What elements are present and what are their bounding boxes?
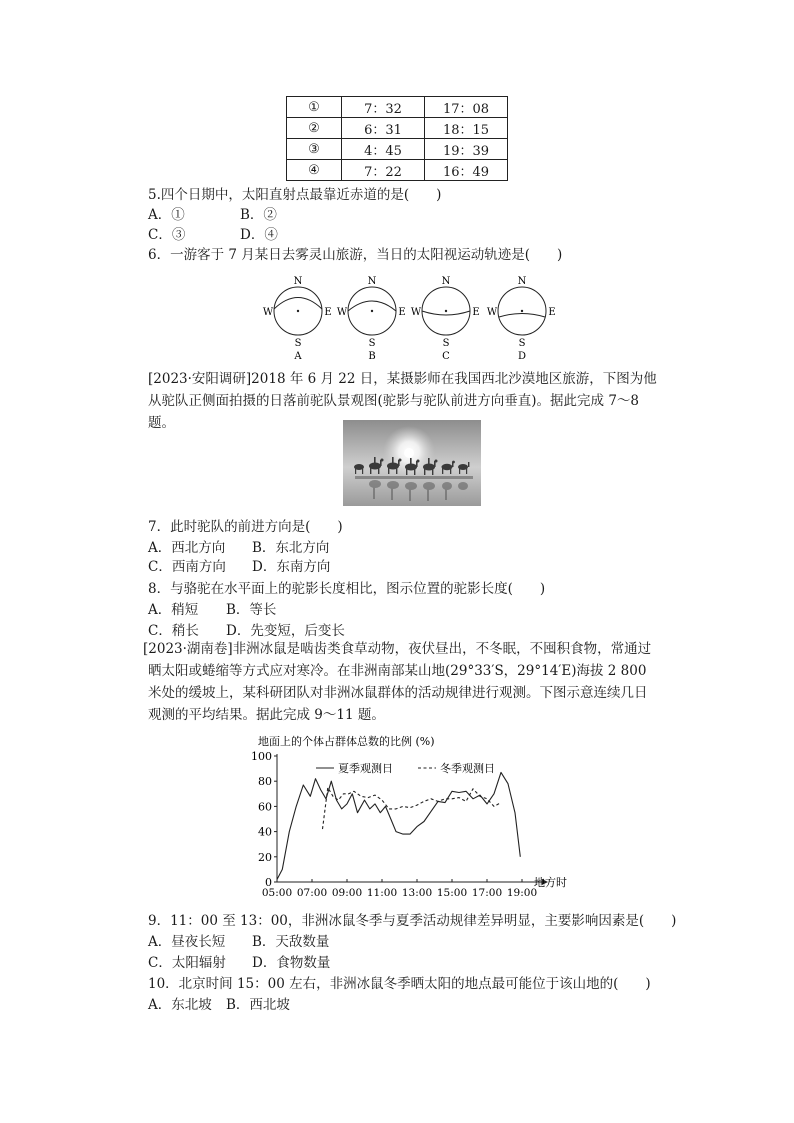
sun-path-option-a[interactable]	[263, 276, 332, 362]
q7-options-row1	[148, 539, 329, 557]
q8-option-b[interactable]: B．等长	[226, 602, 277, 618]
x-tick-label: 05:00	[261, 887, 293, 899]
east-label: E	[548, 307, 556, 318]
west-label: W	[262, 307, 274, 318]
x-axis-label: 地方时	[534, 876, 567, 889]
q9-stem: 9．11：00 至 13：00，非洲冰鼠冬季与夏季活动规律差异明显，主要影响因素是( )	[148, 913, 677, 929]
q7-option-d[interactable]: D．东南方向	[252, 559, 331, 575]
diagram-label-a: A	[294, 351, 302, 362]
q5-options-row1	[148, 206, 277, 224]
x-tick-label: 07:00	[296, 887, 328, 899]
q8-stem: 8．与骆驼在水平面上的驼影长度相比，图示位置的驼影长度( )	[148, 581, 546, 597]
x-tick-label: 13:00	[401, 887, 433, 899]
table-row	[287, 118, 508, 139]
q5-option-a[interactable]: A．①	[148, 207, 185, 223]
activity-line-chart	[250, 730, 580, 902]
q9-options-row1	[148, 933, 329, 951]
observer-dot	[371, 310, 373, 312]
sun-path-option-b[interactable]	[337, 276, 406, 362]
q7-option-c[interactable]: C．西南方向	[148, 559, 226, 575]
camel-caravan-photo	[343, 420, 481, 506]
series-line-winter	[323, 788, 502, 830]
y-tick-label: 40	[258, 825, 272, 839]
q9-option-c[interactable]: C．太阳辐射	[148, 955, 226, 971]
legend-label-winter: 冬季观测日	[440, 762, 495, 775]
table-cell: ④	[287, 160, 342, 181]
table-row	[287, 97, 508, 118]
table-cell: 4：45	[342, 139, 425, 160]
chart-legend	[316, 761, 495, 775]
table-cell: 17：08	[425, 97, 508, 118]
q5-options-row2	[148, 226, 278, 244]
q8-option-d[interactable]: D．先变短，后变长	[226, 623, 345, 639]
table-cell: ②	[287, 118, 342, 139]
north-label: N	[367, 276, 377, 287]
observer-dot	[445, 310, 447, 312]
sun-path-diagrams	[258, 272, 558, 364]
sun-path-arc	[499, 314, 545, 318]
table-cell: 16：49	[425, 160, 508, 181]
x-tick-label: 09:00	[331, 887, 363, 899]
diagram-label-b: B	[368, 351, 376, 362]
q10-options-row1	[148, 996, 290, 1014]
chart-axes	[277, 754, 548, 885]
q9-option-b[interactable]: B．天敌数量	[252, 934, 330, 950]
y-tick-label: 100	[251, 750, 272, 763]
table-row	[287, 160, 508, 181]
sun-path-arc	[348, 301, 396, 311]
sunrise-sunset-table	[286, 96, 508, 181]
y-tick-label: 20	[258, 850, 272, 864]
table-row	[287, 139, 508, 160]
q7-options-row2	[148, 558, 330, 576]
east-label: E	[324, 307, 332, 318]
q5-stem: 5.四个日期中，太阳直射点最靠近赤道的是( )	[148, 187, 442, 203]
q9-options-row2	[148, 954, 330, 972]
q7-stem: 7．此时驼队的前进方向是( )	[148, 519, 343, 535]
diagram-label-c: C	[442, 351, 450, 362]
q10-option-b[interactable]: B．西北坡	[226, 997, 290, 1013]
q5-option-d[interactable]: D．④	[240, 227, 278, 243]
south-label: S	[518, 338, 526, 349]
south-label: S	[442, 338, 450, 349]
q8-option-c[interactable]: C．稍长	[148, 623, 199, 639]
sun-path-option-d[interactable]	[487, 276, 556, 362]
table-cell: 6：31	[342, 118, 425, 139]
north-label: N	[293, 276, 303, 287]
x-tick-label: 11:00	[366, 887, 398, 899]
south-label: S	[368, 338, 376, 349]
x-tick-label: 15:00	[436, 887, 468, 899]
y-tick-label: 80	[258, 775, 272, 789]
x-tick-label: 17:00	[471, 887, 503, 899]
chart-title: 地面上的个体占群体总数的比例 (%)	[258, 735, 435, 748]
intro-7-8: [2023·安阳调研]2018 年 6 月 22 日，某摄影师在我国西北沙漠地区旅游，下图为他从驼队正侧面拍摄的日落前驼队景观图(驼影与驼队前进方向垂直)。据此完成 7～8 题。	[148, 371, 657, 431]
series-line-summer	[277, 772, 520, 879]
table-cell: ①	[287, 97, 342, 118]
y-tick-label: 0	[265, 876, 272, 889]
q10-option-a[interactable]: A．东北坡	[148, 997, 212, 1013]
sun-path-option-c[interactable]	[411, 276, 480, 362]
chart-series	[277, 772, 520, 879]
table-cell: 7：32	[342, 97, 425, 118]
q7-option-a[interactable]: A．西北方向	[148, 540, 226, 556]
q8-option-a[interactable]: A．稍短	[148, 602, 199, 618]
q6-stem: 6．一游客于 7 月某日去雾灵山旅游，当日的太阳视运动轨迹是( )	[148, 247, 563, 263]
east-label: E	[472, 307, 480, 318]
observer-dot	[521, 310, 523, 312]
q5-option-b[interactable]: B．②	[240, 207, 277, 223]
table-cell: ③	[287, 139, 342, 160]
north-label: N	[517, 276, 527, 287]
q10-stem: 10．北京时间 15：00 左右，非洲冰鼠冬季晒太阳的地点最可能位于该山地的( )	[148, 976, 651, 992]
q7-option-b[interactable]: B．东北方向	[252, 540, 330, 556]
north-label: N	[441, 276, 451, 287]
x-tick-label: 19:00	[506, 887, 538, 899]
observer-dot	[297, 310, 299, 312]
sun-path-arc	[274, 298, 322, 310]
table-cell: 19：39	[425, 139, 508, 160]
diagram-label-d: D	[517, 351, 527, 362]
intro-9-11: [2023·湖南卷]非洲冰鼠是啮齿类食草动物，夜伏昼出，不冬眠，不囤积食物，常通过晒太阳或蜷缩等方式应对寒冷。在非洲南部某山地(29°33′S，29°14′E)海拔 2 800 米处的缓坡上，某科研团队对非洲冰鼠群体的活动规律进行观测。下图示意连续几日观测的平均结果。据此完成 9～11 题。	[143, 641, 652, 723]
west-label: W	[336, 307, 348, 318]
table-cell: 7：22	[342, 160, 425, 181]
west-label: W	[486, 307, 498, 318]
q5-option-c[interactable]: C．③	[148, 227, 186, 243]
q9-option-a[interactable]: A．昼夜长短	[148, 934, 226, 950]
legend-label-summer: 夏季观测日	[338, 762, 393, 775]
east-label: E	[398, 307, 406, 318]
y-tick-label: 60	[258, 800, 272, 814]
table-cell: 18：15	[425, 118, 508, 139]
south-label: S	[294, 338, 302, 349]
west-label: W	[410, 307, 422, 318]
q9-option-d[interactable]: D．食物数量	[252, 955, 331, 971]
q8-options-row1	[148, 601, 276, 619]
